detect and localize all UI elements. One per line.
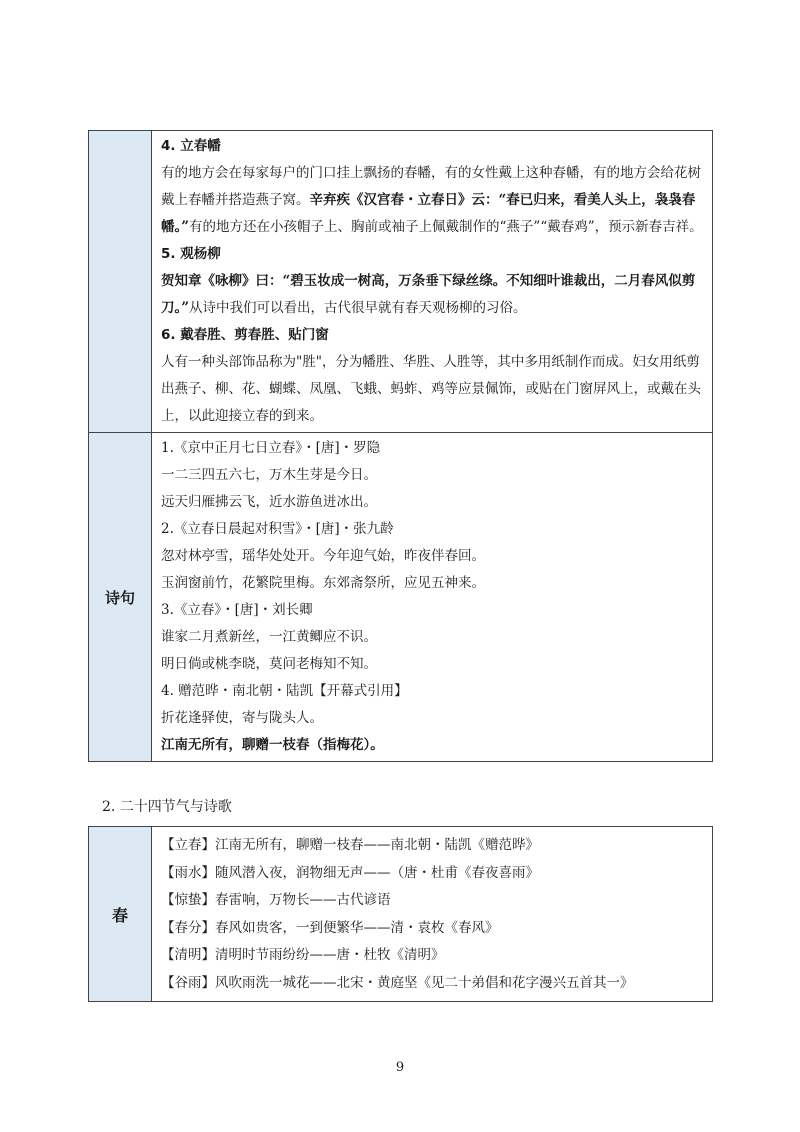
poem-line: 3.《立春》・[唐]・刘长卿 — [161, 602, 313, 618]
section-title: 2. 二十四节气与诗歌 — [102, 799, 232, 815]
customs-table — [88, 130, 713, 762]
poems-row — [89, 433, 713, 762]
paragraph: 有的地方会在每家每户的门口挂上飘扬的春幡，有的女性戴上这种春幡，有的地方会给花树戴上春幡并搭造燕子窝。辛弃疾《汉宫春・立春日》云：“春已归来，看美人头上，袅袅春幡。”有的地方还在小孩帽子上、胸前或袖子上佩戴制作的“燕子”“戴春鸡”，预示新春吉祥。 — [161, 165, 703, 235]
poem-line: 4. 赠范晔・南北朝・陆凯【开幕式引用】 — [161, 683, 408, 699]
poem-line: 明日倘或桃李晓，莫问老梅知不知。 — [161, 656, 377, 672]
poem-line: 江南无所有，聊赠一枝春（指梅花）。 — [161, 737, 384, 753]
spring-row — [89, 827, 713, 1002]
customs-row — [89, 131, 713, 433]
poems-content — [152, 433, 713, 762]
poem-line: 谁家二月煮新丝，一江黄鲫应不识。 — [161, 629, 377, 645]
term-line: 【立春】江南无所有，聊赠一枝春——南北朝・陆凯《赠范晔》 — [161, 837, 539, 853]
poem-line: 远天归雁拂云飞，近水游鱼迸冰出。 — [161, 494, 377, 510]
section-heading: 4. 立春幡 — [161, 138, 221, 154]
spring-content — [152, 827, 713, 1002]
page-number: 9 — [395, 1060, 405, 1075]
section-heading: 6. 戴春胜、剪春胜、贴门窗 — [161, 327, 329, 343]
poem-line: 1.《京中正月七日立春》・[唐]・罗隐 — [161, 440, 381, 456]
term-line: 【惊蛰】春雷响，万物长——古代谚语 — [161, 892, 391, 908]
term-line: 【春分】春风如贵客，一到便繁华——清・袁枚《春风》 — [161, 919, 499, 936]
poem-line: 2.《立春日晨起对积雪》・[唐]・张九龄 — [161, 521, 394, 537]
section-heading: 5. 观杨柳 — [161, 246, 221, 262]
customs-content — [152, 131, 713, 433]
customs-row-label — [89, 131, 152, 433]
poem-line: 折花逢驿使，寄与陇头人。 — [161, 710, 323, 726]
term-line: 【雨水】随风潜入夜，润物细无声——（唐・杜甫《春夜喜雨》 — [161, 864, 539, 881]
spring-label: 春 — [89, 827, 152, 1002]
poem-line: 一二三四五六七，万木生芽是今日。 — [161, 467, 377, 483]
solar-terms-table — [88, 826, 713, 1002]
term-line: 【清明】清明时节雨纷纷——唐・杜牧《清明》 — [161, 947, 445, 963]
term-line: 【谷雨】风吹雨洗一城花——北宋・黄庭坚《见二十弟倡和花字漫兴五首其一》 — [161, 974, 634, 991]
paragraph: 人有一种头部饰品称为"胜"，分为幡胜、华胜、人胜等，其中多用纸制作而成。妇女用纸剪出燕子、柳、花、蝴蝶、凤凰、飞蛾、蚂蚱、鸡等应景佩饰，或贴在门窗屏风上，或戴在头上，以此迎接立春的到来。 — [161, 354, 701, 424]
poem-line: 玉润窗前竹，花繁院里梅。东郊斋祭所，应见五神来。 — [161, 575, 485, 591]
paragraph: 贺知章《咏柳》曰：“碧玉妆成一树高，万条垂下绿丝绦。不知细叶谁裁出，二月春风似剪刀。”从诗中我们可以看出，古代很早就有春天观杨柳的习俗。 — [161, 273, 696, 316]
poem-line: 忽对林亭雪，瑶华处处开。今年迎气始，昨夜伴春回。 — [161, 548, 485, 564]
poems-row-label: 诗句 — [89, 433, 152, 762]
